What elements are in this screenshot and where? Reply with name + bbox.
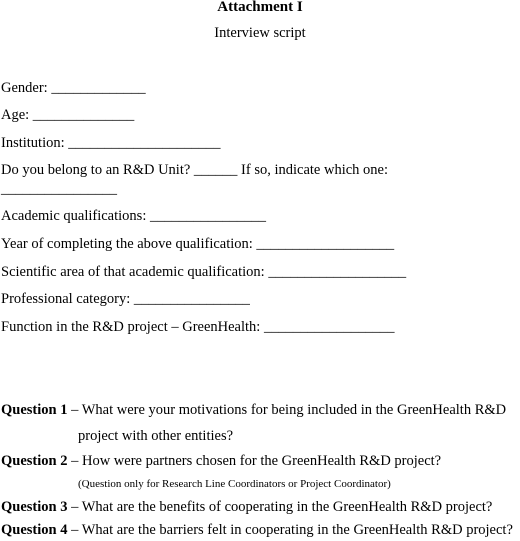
age-field: Age: ______________ bbox=[1, 107, 135, 123]
question-3-label: Question 3 bbox=[1, 499, 68, 515]
gender-field: Gender: _____________ bbox=[1, 80, 146, 96]
page-subtitle: Interview script bbox=[214, 25, 306, 41]
project-function-field: Function in the R&D project – GreenHealth: __________________ bbox=[1, 319, 395, 335]
rd-unit-which-blank: ________________ bbox=[1, 181, 117, 197]
question-4 bbox=[1, 521, 513, 539]
page-title: Attachment I bbox=[217, 0, 303, 15]
scientific-area-field: Scientific area of that academic qualification: ___________________ bbox=[1, 264, 407, 280]
question-3-text: – What are the benefits of cooperating in the GreenHealth R&D project? bbox=[67, 499, 493, 515]
question-1-label: Question 1 bbox=[1, 402, 68, 418]
question-2 bbox=[1, 452, 441, 470]
question-4-text: – What are the barriers felt in cooperating in the GreenHealth R&D project? bbox=[67, 522, 513, 538]
institution-field: Institution: _____________________ bbox=[1, 135, 221, 151]
question-2-label: Question 2 bbox=[1, 453, 68, 469]
question-3 bbox=[1, 498, 492, 516]
professional-category-field: Professional category: ________________ bbox=[1, 291, 250, 307]
question-1-text: – What were your motivations for being included in the GreenHealth R&D bbox=[67, 402, 507, 418]
question-4-label: Question 4 bbox=[1, 522, 68, 538]
question-2-note: (Question only for Research Line Coordinators or Project Coordinator) bbox=[78, 478, 391, 490]
question-1-continuation: project with other entities? bbox=[78, 428, 234, 444]
question-1 bbox=[1, 401, 506, 419]
academic-qualifications-field: Academic qualifications: ________________ bbox=[1, 208, 266, 224]
qualification-year-field: Year of completing the above qualification: ___________________ bbox=[1, 236, 395, 252]
question-2-text: – How were partners chosen for the GreenHealth R&D project? bbox=[67, 453, 442, 469]
rd-unit-field: Do you belong to an R&D Unit? ______ If so, indicate which one: bbox=[1, 162, 389, 178]
